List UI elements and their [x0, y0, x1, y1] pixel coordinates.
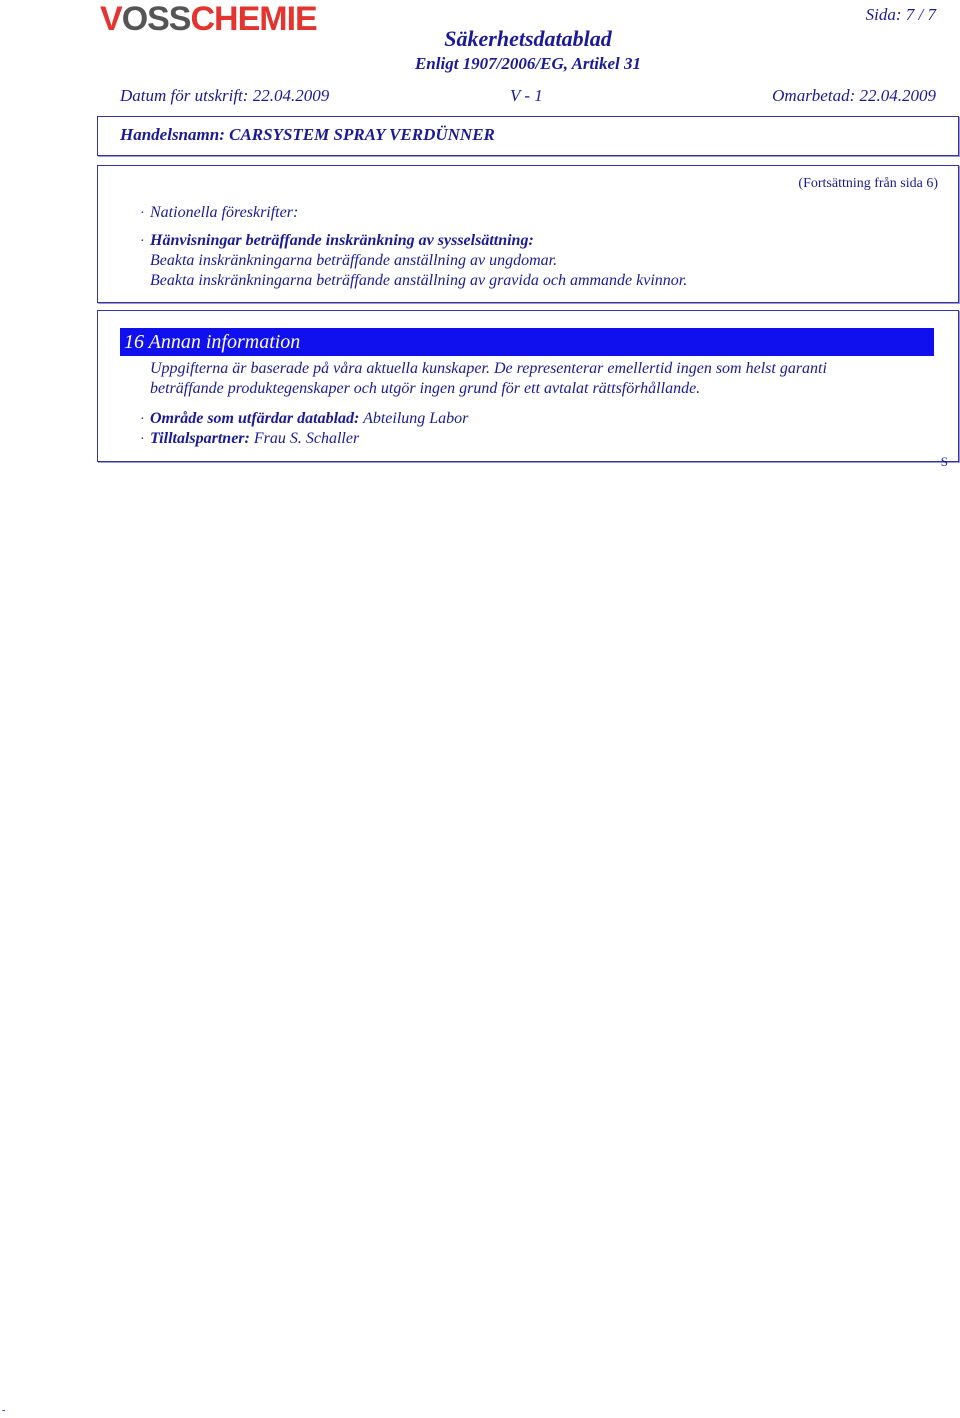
end-marker: S	[940, 454, 948, 469]
restriction-line-2: Beakta inskränkningarna beträffande anställning av gravida och ammande kvinnor.	[150, 272, 688, 289]
contact-value: Frau S. Schaller	[253, 430, 360, 447]
bullet-dot: ·	[140, 432, 145, 447]
bullet-dot: ·	[140, 234, 145, 249]
continuation-note: (Fortsättning från sida 6)	[798, 176, 938, 191]
restriction-heading: Hänvisningar beträffande inskränkning av sysselsättning:	[150, 232, 534, 249]
corner-mark: -	[2, 1405, 6, 1416]
page-number: Sida: 7 / 7	[865, 5, 936, 24]
bullet-dot: ·	[140, 206, 145, 221]
issuer-value: Abteilung Labor	[363, 410, 469, 427]
document-title: Säkerhetsdatablad	[444, 26, 612, 51]
disclaimer-line-1: Uppgifterna är baserade på våra aktuella kunskaper. De representerar emellertid ingen som helst garanti	[150, 360, 827, 377]
issuer-label: Område som utfärdar datablad:	[150, 410, 360, 427]
version-label: V - 1	[510, 86, 543, 105]
section-15-continuation	[97, 165, 959, 303]
issuer-row	[150, 410, 468, 428]
document-subtitle: Enligt 1907/2006/EG, Artikel 31	[414, 54, 642, 73]
bullet-dot: ·	[140, 412, 145, 427]
contact-row	[150, 430, 359, 448]
revised-date: Omarbetad: 22.04.2009	[772, 86, 936, 105]
section-16-header: 16 Annan information	[120, 328, 934, 356]
trade-name: Handelsnamn: CARSYSTEM SPRAY VERDÜNNER	[120, 125, 495, 144]
restriction-line-1: Beakta inskränkningarna beträffande anställning av ungdomar.	[150, 252, 558, 269]
disclaimer-line-2: beträffande produktegenskaper och utgör ingen grund för ett avtalat rättsförhållande.	[150, 380, 701, 397]
print-date: Datum för utskrift: 22.04.2009	[120, 86, 330, 105]
national-regulations-label: Nationella föreskrifter:	[150, 204, 299, 221]
trade-name-box	[97, 116, 959, 156]
section-16	[97, 310, 959, 462]
svg-text:VOSSCHEMIE: VOSSCHEMIE	[100, 0, 317, 36]
contact-label: Tilltalspartner:	[150, 430, 250, 447]
